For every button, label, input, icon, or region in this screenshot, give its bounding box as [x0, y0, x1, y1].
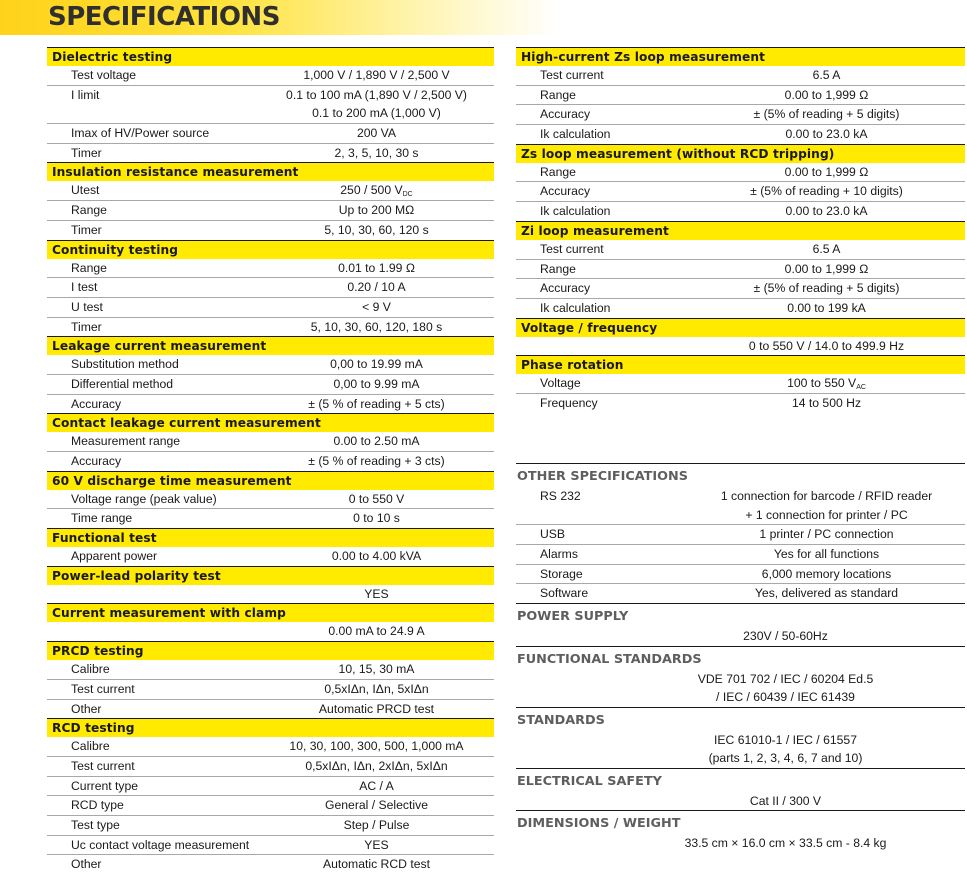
spec-row	[516, 163, 965, 183]
spec-label: Timer	[71, 319, 102, 334]
spec-value-text: ± (5% of reading + 5 digits)	[753, 107, 900, 122]
spec-row	[47, 737, 494, 757]
spec-category	[47, 336, 494, 413]
category-title: Zs loop measurement (without RCD tripping)	[516, 145, 965, 163]
spec-value	[259, 737, 494, 756]
spec-label: I test	[71, 280, 98, 295]
section-value: IEC 61010-1 / IEC / 61557	[714, 732, 857, 747]
spec-value	[259, 452, 494, 471]
spec-row	[47, 395, 494, 414]
spec-value-text: 0.00 to 1,999 Ω	[784, 87, 869, 102]
spec-value-text: AC / A	[359, 778, 394, 793]
spec-value-text: ± (5 % of reading + 5 cts)	[308, 396, 445, 411]
other-spec-label: Software	[540, 586, 589, 601]
spec-value-text: ± (5% of reading + 10 digits)	[750, 184, 903, 199]
section-heading: OTHER SPECIFICATIONS	[517, 469, 688, 484]
category-title: RCD testing	[47, 719, 494, 737]
spec-value	[259, 777, 494, 796]
spec-row	[47, 700, 494, 719]
other-spec-row	[516, 565, 965, 585]
spec-row	[47, 181, 494, 201]
spec-row	[516, 374, 965, 394]
other-spec-value: 1 connection for barcode / RFID reader	[720, 489, 933, 503]
spec-value-text: 200 VA	[356, 126, 397, 141]
other-spec-row	[516, 487, 965, 506]
other-spec-row	[516, 506, 965, 526]
spec-row	[516, 105, 965, 125]
spec-label: Accuracy	[540, 184, 591, 199]
category-title: Functional test	[47, 529, 494, 547]
spec-value	[259, 836, 494, 855]
spec-value	[259, 622, 494, 641]
spec-value-text: 0.01 to 1.99 Ω	[338, 260, 415, 275]
spec-category	[47, 240, 494, 337]
spec-value	[259, 855, 494, 874]
spec-value-text: 0,5xIΔn, IΔn, 2xIΔn, 5xIΔn	[305, 758, 448, 773]
spec-value-text: 100 to 550 V	[787, 376, 857, 391]
spec-label: Accuracy	[540, 281, 591, 296]
spec-value	[259, 432, 494, 451]
spec-row	[47, 816, 494, 836]
other-spec-label: USB	[540, 527, 566, 542]
spec-row	[47, 547, 494, 566]
spec-value-text: 0.00 to 199 kA	[787, 300, 866, 315]
spec-label: Utest	[71, 183, 100, 198]
category-title: Dielectric testing	[47, 48, 494, 66]
spec-value	[259, 757, 494, 776]
spec-value-text: General / Selective	[325, 798, 428, 813]
spec-label: Other	[71, 857, 102, 872]
spec-value	[708, 182, 965, 201]
spec-value	[708, 260, 965, 279]
spec-label	[47, 622, 259, 641]
spec-value-text: ± (5 % of reading + 3 cts)	[308, 454, 445, 468]
spec-label: Current type	[71, 778, 139, 793]
spec-value	[259, 201, 494, 220]
spec-category	[516, 47, 965, 144]
unit-subscript: AC	[856, 384, 866, 392]
spec-label: Ik calculation	[540, 204, 611, 219]
spec-value	[708, 105, 965, 124]
category-title: Leakage current measurement	[47, 337, 494, 355]
spec-value-text: 0.20 / 10 A	[347, 280, 406, 295]
spec-value-text: 0.00 to 1,999 Ω	[784, 164, 869, 179]
other-spec-label: Storage	[540, 566, 583, 581]
spec-value	[708, 394, 965, 413]
spec-value-text: 0,00 to 19.99 mA	[330, 357, 423, 372]
other-spec-value: + 1 connection for printer / PC	[745, 507, 908, 522]
spec-category	[47, 528, 494, 566]
spec-label: RCD type	[71, 798, 124, 813]
spec-value-text: 1,000 V / 1,890 V / 2,500 V	[303, 68, 450, 82]
spec-value-text: Automatic RCD test	[322, 857, 430, 872]
spec-value-text: 5, 10, 30, 60, 120, 180 s	[310, 319, 443, 334]
section-value: Cat II / 300 V	[749, 793, 822, 808]
spec-value	[259, 86, 494, 105]
other-spec-label: RS 232	[540, 489, 581, 503]
spec-value-text: 0 to 10 s	[353, 511, 400, 526]
section-value: 33.5 cm × 16.0 cm × 33.5 cm - 8.4 kg	[684, 836, 887, 851]
spec-value	[259, 259, 494, 278]
spec-label: Uc contact voltage measurement	[71, 837, 250, 852]
spec-row	[47, 124, 494, 144]
spec-label: Calibre	[71, 662, 110, 677]
spec-row	[47, 221, 494, 240]
spec-category	[47, 566, 494, 604]
spec-value	[708, 66, 965, 85]
spec-value	[259, 355, 494, 374]
spec-label: Voltage	[540, 376, 581, 391]
spec-row	[47, 318, 494, 337]
spec-section	[516, 768, 965, 811]
category-title: Voltage / frequency	[516, 319, 965, 337]
spec-value-text: 0.00 mA to 24.9 A	[328, 624, 425, 639]
category-title: Insulation resistance measurement	[47, 163, 494, 181]
spec-value	[708, 202, 965, 221]
spec-value	[259, 509, 494, 528]
spec-value-text: 0,5xIΔn, IΔn, 5xIΔn	[324, 681, 429, 696]
spec-label: Test type	[71, 817, 120, 832]
section-value: VDE 701 702 / IEC / 60204 Ed.5	[697, 671, 874, 686]
spec-row	[47, 490, 494, 510]
spec-value	[259, 796, 494, 815]
spec-row	[516, 394, 965, 413]
spec-value-text: 0.00 to 23.0 kA	[785, 127, 868, 142]
spec-value-text: 5, 10, 30, 60, 120 s	[324, 222, 429, 237]
spec-value	[259, 66, 494, 85]
category-title: Zi loop measurement	[516, 222, 965, 240]
left-spec-column	[47, 47, 494, 874]
spec-row	[47, 298, 494, 318]
section-heading: ELECTRICAL SAFETY	[517, 773, 662, 789]
section-value: / IEC / 60439 / IEC 61439	[716, 690, 855, 705]
section-value: (parts 1, 2, 3, 4, 6, 7 and 10)	[708, 751, 863, 766]
spec-label: Timer	[71, 145, 102, 160]
other-spec-label	[516, 506, 700, 525]
spec-row	[47, 432, 494, 452]
spec-value	[708, 240, 965, 259]
spec-label: Voltage range (peak value)	[71, 491, 217, 506]
spec-category	[516, 355, 965, 412]
section-heading: STANDARDS	[517, 712, 605, 728]
spec-label	[47, 104, 259, 123]
spec-value-text: 0,00 to 9.99 mA	[333, 376, 420, 391]
spec-category	[516, 221, 965, 318]
spec-row	[516, 337, 965, 356]
category-title: Current measurement with clamp	[47, 604, 494, 622]
spec-value-text: Step / Pulse	[343, 817, 410, 832]
spec-value-text: 0.00 to 4.00 kVA	[331, 549, 422, 564]
spec-value	[259, 660, 494, 679]
category-title: Power-lead polarity test	[47, 567, 494, 585]
spec-value	[708, 337, 965, 356]
spec-value	[708, 125, 965, 144]
other-spec-row	[516, 584, 965, 603]
spec-value-text: 0.00 to 23.0 kA	[785, 204, 868, 219]
spec-label: Range	[540, 164, 576, 179]
spec-section	[516, 810, 965, 853]
spec-value	[259, 144, 494, 163]
section-heading: POWER SUPPLY	[517, 609, 629, 625]
spec-category	[47, 47, 494, 162]
spec-value-text: 0 to 550 V	[348, 491, 405, 506]
spec-value	[259, 547, 494, 566]
spec-label: U test	[71, 299, 103, 314]
spec-value-text: 10, 15, 30 mA	[338, 662, 415, 677]
section-value: 230V / 50-60Hz	[743, 629, 828, 644]
spec-row	[47, 680, 494, 700]
other-spec-row	[516, 545, 965, 565]
spec-label: Accuracy	[540, 107, 591, 122]
spec-category	[47, 471, 494, 528]
spec-row	[47, 144, 494, 163]
spec-label: Time range	[71, 511, 133, 526]
spec-value-text: 250 / 500 V	[340, 183, 403, 198]
spec-row	[516, 240, 965, 260]
spec-value-text: 6.5 A	[812, 68, 841, 82]
spec-row	[516, 125, 965, 144]
spec-value	[259, 181, 494, 200]
spec-label: Test current	[540, 241, 604, 256]
spec-row	[516, 299, 965, 318]
spec-row	[47, 66, 494, 86]
spec-value-text: 6.5 A	[812, 241, 841, 256]
spec-row	[47, 104, 494, 124]
spec-label: Timer	[71, 222, 102, 237]
spec-category	[47, 718, 494, 874]
other-spec-label: Alarms	[540, 547, 578, 562]
spec-value	[259, 318, 494, 337]
spec-row	[47, 452, 494, 471]
spec-label: Test voltage	[71, 68, 137, 82]
spec-value-text: YES	[364, 586, 389, 601]
spec-label: Accuracy	[71, 396, 122, 411]
spec-row	[47, 259, 494, 279]
spec-label: Ik calculation	[540, 300, 611, 315]
spec-value-text: 0.1 to 200 mA (1,000 V)	[312, 106, 441, 121]
category-title: 60 V discharge time measurement	[47, 472, 494, 490]
spec-row	[516, 279, 965, 299]
spec-category	[516, 318, 965, 356]
spec-value	[708, 374, 965, 393]
other-specifications	[516, 463, 965, 853]
spec-row	[516, 66, 965, 86]
category-title: Contact leakage current measurement	[47, 414, 494, 432]
spec-label: Range	[71, 260, 107, 275]
spec-row	[47, 355, 494, 375]
spec-label: Range	[71, 203, 107, 218]
spec-category	[47, 413, 494, 470]
spec-row	[47, 201, 494, 221]
spec-section	[516, 603, 965, 646]
spec-value-text: 10, 30, 100, 300, 500, 1,000 mA	[289, 739, 464, 754]
spec-value-text: 0.00 to 2.50 mA	[333, 434, 420, 449]
spec-label: Test current	[71, 758, 135, 773]
spec-value	[259, 298, 494, 317]
spec-value	[708, 86, 965, 105]
section-heading: FUNCTIONAL STANDARDS	[517, 651, 702, 667]
spec-value	[259, 490, 494, 509]
page-title: SPECIFICATIONS	[48, 2, 280, 32]
spec-label: Imax of HV/Power source	[71, 126, 210, 141]
spec-value	[259, 375, 494, 394]
spec-row	[47, 375, 494, 395]
spec-value-text: ± (5% of reading + 5 digits)	[753, 281, 900, 296]
spec-row	[47, 86, 494, 105]
spec-value-text: 14 to 500 Hz	[791, 395, 862, 410]
spec-value-text: 0 to 550 V / 14.0 to 499.9 Hz	[748, 338, 905, 353]
category-title: Phase rotation	[516, 356, 965, 374]
spec-value	[259, 221, 494, 240]
spec-row	[47, 278, 494, 298]
spec-label: Range	[540, 87, 576, 102]
spec-value-text: Up to 200 MΩ	[338, 203, 415, 218]
category-title: Continuity testing	[47, 241, 494, 259]
spec-row	[47, 622, 494, 641]
spec-row	[516, 202, 965, 221]
spec-category	[516, 144, 965, 221]
spec-row	[516, 260, 965, 280]
spec-label: Frequency	[540, 395, 598, 410]
spec-label: Range	[540, 261, 576, 276]
spec-label	[516, 337, 708, 356]
spec-label	[47, 585, 259, 604]
spec-section	[516, 646, 965, 707]
spec-row	[47, 757, 494, 777]
other-spec-value: Yes for all functions	[773, 547, 880, 562]
spec-row	[516, 182, 965, 202]
spec-label: Ik calculation	[540, 127, 611, 142]
spec-row	[47, 509, 494, 528]
spec-value	[259, 395, 494, 414]
spec-value	[708, 299, 965, 318]
spec-value	[708, 163, 965, 182]
spec-label: Measurement range	[71, 434, 181, 449]
spec-row	[47, 660, 494, 680]
spec-label: Other	[71, 701, 102, 716]
spec-row	[47, 796, 494, 816]
spec-label: Test current	[71, 681, 135, 696]
other-specifications-section	[516, 463, 965, 603]
other-spec-value: 6,000 memory locations	[761, 566, 892, 581]
spec-value	[259, 104, 494, 123]
standalone-sections	[516, 603, 965, 853]
category-title: PRCD testing	[47, 642, 494, 660]
other-spec-value: 1 printer / PC connection	[759, 527, 894, 542]
spec-value-text: YES	[364, 837, 389, 852]
spec-label: Calibre	[71, 739, 110, 754]
section-heading: DIMENSIONS / WEIGHT	[517, 816, 681, 832]
unit-subscript: DC	[402, 191, 413, 199]
other-specifications-rows	[516, 487, 965, 603]
other-spec-value: Yes, delivered as standard	[754, 586, 899, 601]
spec-row	[47, 855, 494, 874]
category-title: High-current Zs loop measurement	[516, 48, 965, 66]
spec-value-text: Automatic PRCD test	[318, 701, 435, 716]
spec-label: Substitution method	[71, 357, 179, 372]
spec-value	[259, 585, 494, 604]
spec-value	[708, 279, 965, 298]
spec-row	[516, 86, 965, 106]
spec-row	[47, 836, 494, 856]
spec-label: Test current	[540, 68, 604, 82]
spec-section	[516, 707, 965, 768]
spec-value	[259, 278, 494, 297]
spec-label: Apparent power	[71, 549, 158, 564]
spec-value-text: 0.00 to 1,999 Ω	[784, 261, 869, 276]
spec-category	[47, 162, 494, 239]
spec-value	[259, 700, 494, 719]
spec-value	[259, 680, 494, 699]
spec-category	[47, 603, 494, 641]
spec-row	[47, 585, 494, 604]
spec-value-text: 2, 3, 5, 10, 30 s	[334, 145, 419, 160]
spec-label: Accuracy	[71, 454, 122, 468]
spec-label: Differential method	[71, 376, 174, 391]
right-spec-column	[516, 47, 965, 413]
spec-value	[259, 816, 494, 835]
spec-category	[47, 641, 494, 718]
spec-value-text: 0.1 to 100 mA (1,890 V / 2,500 V)	[286, 87, 467, 102]
spec-row	[47, 777, 494, 797]
other-spec-row	[516, 525, 965, 545]
spec-value-text: < 9 V	[362, 299, 391, 314]
spec-label: I limit	[71, 87, 100, 102]
spec-value	[259, 124, 494, 143]
